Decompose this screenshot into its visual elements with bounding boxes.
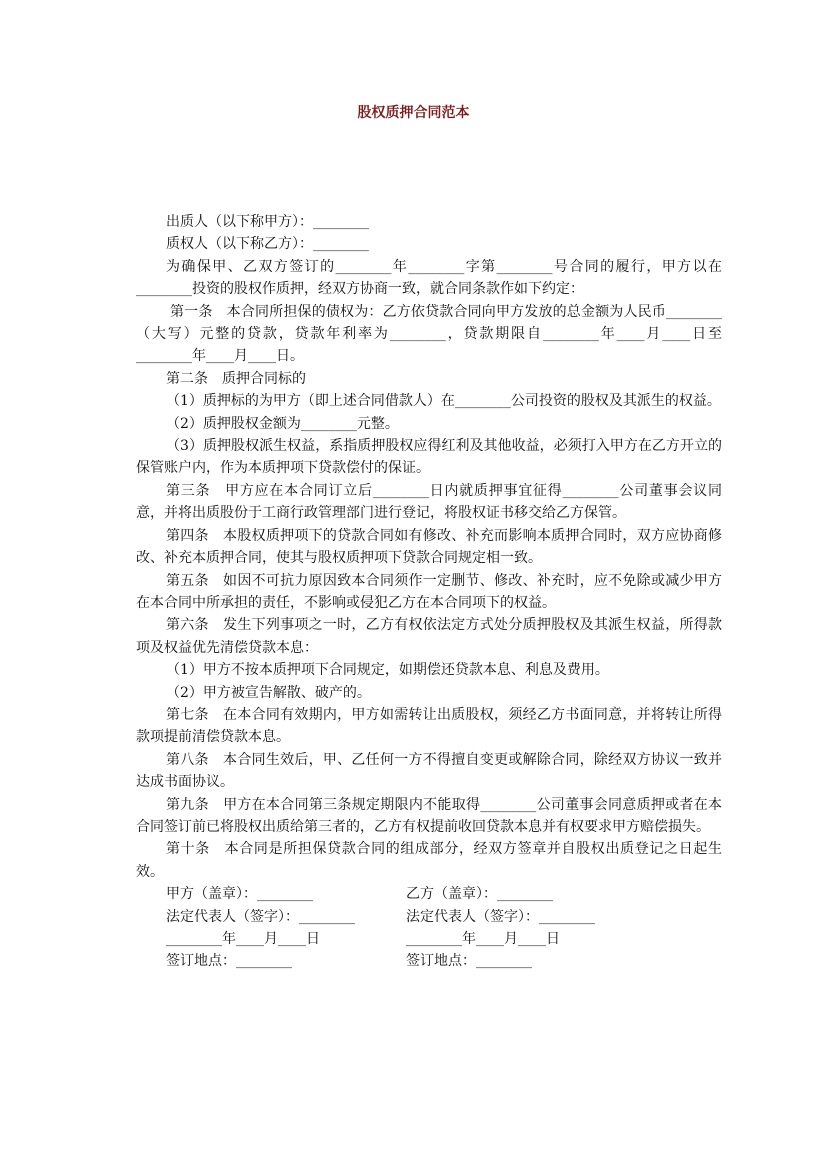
pledgee-line: 质权人（以下称乙方）：________ [166,236,369,253]
signature-row-seal [136,883,722,905]
party-b-representative: 法定代表人（签字）：________ [406,908,595,925]
party-b-date: ________年____月____日 [406,931,560,947]
article-6-item-2: （2）甲方被宣告解散、破产的。 [166,684,371,701]
signature-row-place [136,950,722,972]
article-6-item-1: （1）甲方不按本质押项下合同规定，如期偿还贷款本息、利息及费用。 [166,662,609,679]
article-2-item-1: （1）质押标的为甲方（即上述合同借款人）在________公司投资的股权及其派生的权益。 [166,393,721,410]
pledgor-line: 出质人（以下称甲方）：________ [166,214,369,230]
party-b-place: 签订地点：________ [406,953,532,970]
signature-row-date [136,928,722,950]
party-a-representative: 法定代表人（签字）：________ [166,908,355,925]
party-a-date: ________年____月____日 [166,931,320,947]
article-2-item-2: （2）质押股权金额为________元整。 [166,415,399,432]
party-b-seal: 乙方（盖章）：________ [406,886,553,903]
signature-row-representative [136,906,722,928]
article-1: 第一条 本合同所担保的债权为：乙方依贷款合同向甲方发放的总金额为人民币________（大写）元整的贷款，贷款年利率为________，贷款期限自________年____月____日至________年____月____日。 [136,303,722,365]
party-a-place: 签订地点：________ [166,953,292,970]
document-title: 股权质押合同范本 [357,105,470,121]
document-body [136,211,722,973]
article-10: 第十条 本合同是所担保贷款合同的组成部分，经双方签章并自股权出质登记之日起生效。 [136,841,722,880]
article-2-item-3: （3）质押股权派生权益，系指质押股权应得红利及其他收益，必须打入甲方在乙方开立的保管账户内，作为本质押项下贷款偿付的保证。 [136,438,722,477]
article-5: 第五条 如因不可抗力原因致本合同须作一定删节、修改、补充时，应不免除或减少甲方在本合同中所承担的责任，不影响或侵犯乙方在本合同项下的权益。 [136,572,722,611]
article-4: 第四条 本股权质押项下的贷款合同如有修改、补充而影响本质押合同时，双方应协商修改、补充本质押合同，使其与股权质押项下贷款合同规定相一致。 [136,527,722,567]
party-a-seal: 甲方（盖章）：________ [166,886,313,903]
article-3: 第三条 甲方应在本合同订立后________日内就质押事宜征得________公司董事会议同意，并将出质股份于工商行政管理部门进行登记，将股权证书移交给乙方保管。 [136,482,722,522]
article-2: 第二条 质押合同标的 [166,370,306,387]
article-6: 第六条 发生下列事项之一时，乙方有权依法定方式处分质押股权及其派生权益，所得款项及权益优先清偿贷款本息： [136,617,722,656]
article-8: 第八条 本合同生效后，甲、乙任何一方不得擅自变更或解除合同，除经双方协议一致并达成书面协议。 [136,751,722,791]
preamble: 为确保甲、乙双方签订的________年________字第________号合同的履行，甲方以在________投资的股权作质押，经双方协商一致，就合同条款作如下约定： [136,258,722,298]
article-7: 第七条 在本合同有效期内，甲方如需转让出质股权，须经乙方书面同意，并将转让所得款项提前清偿贷款本息。 [136,706,722,746]
article-9: 第九条 甲方在本合同第三条规定期限内不能取得________公司董事会同意质押或者在本合同签订前已将股权出质给第三者的，乙方有权提前收回贷款本息并有权要求甲方赔偿损失。 [136,796,722,835]
